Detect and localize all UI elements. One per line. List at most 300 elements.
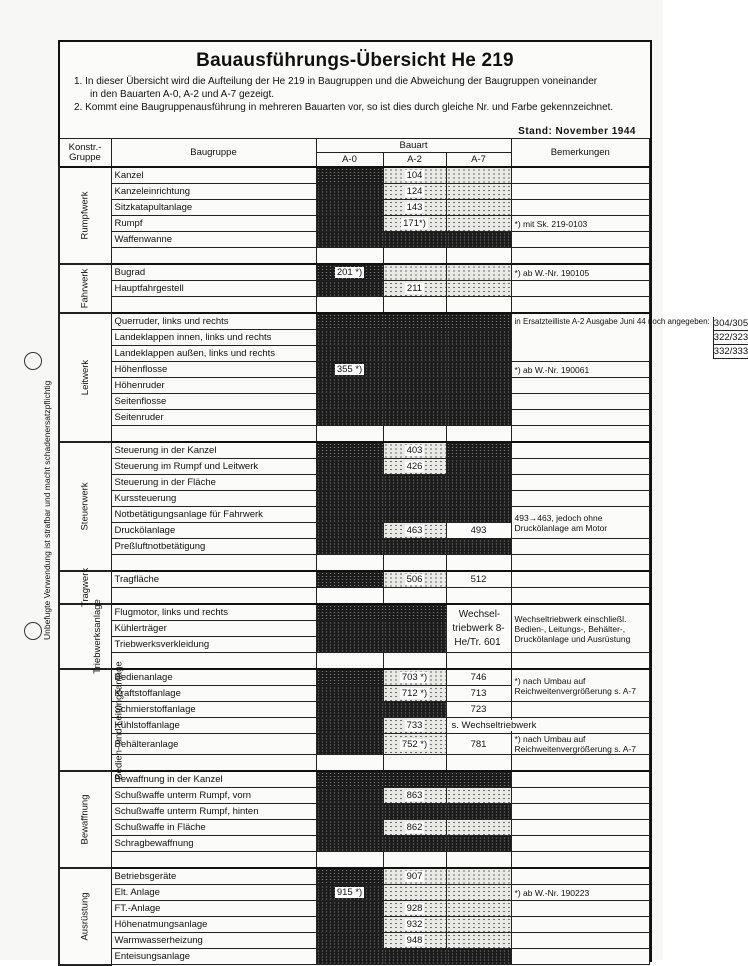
part-number: 746 (470, 672, 487, 683)
bemerkung-cell (511, 459, 649, 475)
bemerkung-cell (511, 539, 649, 555)
baugruppe-cell (111, 555, 316, 572)
bemerkung-cell (511, 820, 649, 836)
konstr-gruppe (59, 868, 111, 965)
part-number: 713 (470, 688, 487, 699)
bemerkung-cell (511, 588, 649, 605)
cell-a2 (383, 588, 446, 605)
bemerkung-cell (511, 410, 649, 426)
table-row (59, 394, 650, 410)
cell-a0 (316, 885, 383, 901)
baugruppe-cell: Höhenatmungsanlage (111, 917, 316, 933)
intro-line: in den Bauarten A-0, A-2 und A-7 gezeigt. (90, 89, 275, 100)
cell-a2 (383, 523, 446, 539)
cell-a7 (446, 804, 511, 820)
cell-a0 (316, 637, 383, 653)
cell-a7 (446, 281, 511, 297)
cell-a2 (383, 702, 446, 718)
cell-a7 (446, 852, 511, 869)
baugruppe-cell: Hauptfahrgestell (111, 281, 316, 297)
cell-a2 (383, 637, 446, 653)
table-row (59, 901, 650, 917)
cell-a2 (383, 820, 446, 836)
part-number: 506 (406, 574, 423, 585)
cell-a7 (446, 653, 511, 670)
baugruppe-cell: Schragbewaffnung (111, 836, 316, 852)
bemerkung-cell (511, 297, 649, 314)
part-number: 928 (406, 903, 423, 914)
baugruppe-cell (111, 588, 316, 605)
gruppe-label: Triebwerksanlage (91, 599, 103, 674)
part-number: 463 (406, 525, 423, 536)
bemerkung-cell (511, 852, 649, 869)
cell-a0 (316, 394, 383, 410)
cell-a0 (316, 804, 383, 820)
table-row (59, 232, 650, 248)
cell-a7 (446, 734, 511, 755)
baugruppe-cell: Kraftstoffanlage (111, 686, 316, 702)
part-number: s. Wechseltriebwerk (451, 720, 537, 731)
baugruppe-cell: Kühlerträger (111, 621, 316, 637)
baugruppe-cell: Steuerung in der Kanzel (111, 442, 316, 459)
cell-a2 (383, 901, 446, 917)
cell-a0 (316, 313, 383, 330)
cell-a2 (383, 669, 446, 686)
cell-a2 (383, 248, 446, 265)
cell-a0 (316, 346, 383, 362)
table-row (59, 653, 650, 670)
cell-a0 (316, 330, 383, 346)
part-number: 512 (470, 574, 487, 585)
cell-a0 (316, 426, 383, 443)
baugruppe-cell: FT.-Anlage (111, 901, 316, 917)
part-number: 733 (406, 720, 423, 731)
cell-a0 (316, 588, 383, 605)
cell-a7 (446, 426, 511, 443)
baugruppe-cell: Behälteranlage (111, 734, 316, 755)
table-row (59, 281, 650, 297)
cell-a7 (446, 588, 511, 605)
gruppe-label: Bewaffnung (79, 794, 91, 845)
cell-a7 (446, 933, 511, 949)
baugruppe-cell: Waffenwanne (111, 232, 316, 248)
page-title: Bauausführungs-Übersicht He 219 (196, 50, 514, 71)
konstr-gruppe (59, 567, 111, 608)
cell-a7 (446, 232, 511, 248)
bemerkung-cell (511, 804, 649, 820)
cell-a0 (316, 788, 383, 804)
header-a7: A-7 (446, 153, 511, 168)
part-number: 211 (406, 283, 423, 294)
baugruppe-cell: Querruder, links und rechts (111, 313, 316, 330)
cell-a2 (383, 836, 446, 852)
table-row (59, 788, 650, 804)
header-baugruppe: Baugruppe (111, 139, 316, 168)
cell-a2 (383, 804, 446, 820)
intro-line: 2. Kommt eine Baugruppenausführung in mehreren Bauarten vor, so ist dies durch gleiche Nr. und Farbe gekennzeichnet. (74, 102, 614, 113)
cell-a0 (316, 949, 383, 965)
cell-a7 (446, 917, 511, 933)
konstr-gruppe (59, 264, 111, 313)
part-number: 781 (470, 738, 487, 750)
cell-a0 (316, 653, 383, 670)
gruppe-label: Steuerwerk (79, 482, 91, 531)
cell-a0 (316, 771, 383, 788)
cell-a0 (316, 281, 383, 297)
table-row (59, 297, 650, 314)
header-bauart: Bauart (316, 139, 511, 153)
bemerkung-cell (511, 426, 649, 443)
stamp-seal-icon (24, 352, 42, 370)
cell-a7 (446, 604, 511, 653)
bemerkung-cell (511, 184, 649, 200)
table-row (59, 718, 650, 734)
cell-a2 (383, 232, 446, 248)
cell-a7 (446, 539, 511, 555)
cell-a2 (383, 852, 446, 869)
table-row (59, 604, 650, 621)
cell-a0 (316, 232, 383, 248)
cell-a0 (316, 669, 383, 686)
cell-a7 (446, 901, 511, 917)
baugruppe-cell: Kühlstoffanlage (111, 718, 316, 734)
cell-a0 (316, 410, 383, 426)
table-row (59, 167, 650, 184)
baugruppe-cell: Höhenruder (111, 378, 316, 394)
part-number: 403 (406, 445, 423, 456)
table-row (59, 571, 650, 588)
cell-a2 (383, 216, 446, 232)
gruppe-label: Tragwerk (79, 567, 91, 608)
cell-a7 (446, 949, 511, 965)
ersatzteil-text: in Ersatzteilliste A-2 Ausgabe Juni 44 noch angegeben: (515, 317, 714, 359)
table-row (59, 459, 650, 475)
bemerkung-cell (511, 248, 649, 265)
cell-a7 (446, 442, 511, 459)
table-row (59, 702, 650, 718)
cell-a0 (316, 248, 383, 265)
gruppe-label: Leitwerk (79, 359, 91, 396)
cell-a2 (383, 378, 446, 394)
konstr-gruppe (59, 660, 125, 780)
cell-a2 (383, 442, 446, 459)
baugruppe-cell: Flugmotor, links und rechts (111, 604, 316, 621)
table-row (59, 868, 650, 885)
cell-a7 (446, 410, 511, 426)
table-row (59, 804, 650, 820)
cell-a7 (446, 200, 511, 216)
table-row (59, 426, 650, 443)
bemerkung-cell (511, 555, 649, 572)
cell-a7 (446, 378, 511, 394)
gruppe-label: Fahrwerk (79, 268, 91, 309)
part-number: 493 (470, 525, 487, 536)
table-row (59, 949, 650, 965)
cell-a7 (446, 885, 511, 901)
bemerkung-cell (511, 788, 649, 804)
cell-a2 (383, 771, 446, 788)
cell-a7 (446, 686, 511, 702)
baugruppe-cell (111, 248, 316, 265)
bemerkung-cell: *) ab W.-Nr. 190105 (511, 264, 649, 281)
cell-a0 (316, 571, 383, 588)
baugruppe-cell: Seitenruder (111, 410, 316, 426)
cell-a0 (316, 621, 383, 637)
bemerkung-cell (511, 771, 649, 788)
cell-a2 (383, 507, 446, 523)
bemerkung-cell (511, 378, 649, 394)
baugruppe-cell: Kanzel (111, 167, 316, 184)
part-number: 171*) (403, 218, 426, 229)
cell-a7 (446, 788, 511, 804)
baugruppe-cell: Elt. Anlage (111, 885, 316, 901)
part-number: 862 (406, 822, 423, 833)
part-number: 104 (406, 170, 423, 181)
cell-a0 (316, 539, 383, 555)
cell-a7 (446, 523, 511, 539)
cell-a2 (383, 297, 446, 314)
cell-a7 (446, 313, 511, 330)
cell-a7 (446, 264, 511, 281)
bemerkung-cell (511, 313, 748, 362)
cell-a2 (383, 539, 446, 555)
cell-a2 (383, 621, 446, 637)
header-a2: A-2 (383, 153, 446, 168)
table-row (59, 588, 650, 605)
bemerkung-cell (511, 949, 649, 965)
part-number: 201 *) (336, 267, 363, 278)
cell-a2 (383, 410, 446, 426)
cell-a0 (316, 555, 383, 572)
table-row (59, 264, 650, 281)
cell-a7 (446, 868, 511, 885)
baugruppe-cell (111, 852, 316, 869)
konstr-gruppe (59, 167, 111, 264)
bemerkung-cell (511, 933, 649, 949)
baugruppe-cell: Druckölanlage (111, 523, 316, 539)
bemerkung-cell (511, 281, 649, 297)
bemerkung-cell: *) nach Umbau auf Reichweitenvergrößerung s. A-7 (511, 669, 649, 702)
cell-a0 (316, 200, 383, 216)
part-number: 907 (406, 871, 423, 882)
bemerkung-cell (511, 702, 649, 718)
baugruppe-cell: Kurssteuerung (111, 491, 316, 507)
cell-a2 (383, 167, 446, 184)
cell-a0 (316, 917, 383, 933)
cell-a7 (446, 297, 511, 314)
bemerkung-cell (511, 200, 649, 216)
cell-a2 (383, 281, 446, 297)
ersatzteil-number: 332/333 (713, 345, 748, 357)
baugruppe-cell (111, 426, 316, 443)
baugruppe-cell: Bewaffnung in der Kanzel (111, 771, 316, 788)
cell-a2 (383, 653, 446, 670)
bemerkung-cell (511, 868, 649, 885)
part-number: 752 *) (401, 738, 428, 750)
cell-a7 (446, 555, 511, 572)
baugruppe-cell: Landeklappen außen, links und rechts (111, 346, 316, 362)
cell-a0 (316, 475, 383, 491)
bemerkung-cell (511, 755, 649, 772)
table-row (59, 933, 650, 949)
header-a0: A-0 (316, 153, 383, 168)
baugruppe-cell: Schußwaffe unterm Rumpf, hinten (111, 804, 316, 820)
baugruppe-cell: Bedienanlage (111, 669, 316, 686)
gruppe-label: Bedien- und Leitungsanlage (113, 660, 125, 780)
cell-a0 (316, 264, 383, 281)
baugruppe-cell: Tragfläche (111, 571, 316, 588)
cell-a7 (446, 755, 511, 772)
baugruppe-cell: Enteisungsanlage (111, 949, 316, 965)
cell-a2 (383, 604, 446, 621)
part-number: 723 (470, 704, 487, 715)
cell-a2 (383, 475, 446, 491)
baugruppe-cell: Schmierstoffanlage (111, 702, 316, 718)
bemerkung-cell (511, 232, 649, 248)
cell-a7 (446, 669, 511, 686)
baugruppe-cell: Warmwasserheizung (111, 933, 316, 949)
cell-a2 (383, 755, 446, 772)
cell-a0 (316, 362, 383, 378)
part-number: 355 *) (336, 364, 363, 375)
ersatzteil-note (514, 316, 748, 359)
cell-a2 (383, 426, 446, 443)
cell-a0 (316, 491, 383, 507)
cell-a7 (446, 394, 511, 410)
bemerkung-cell (511, 571, 649, 588)
overview-table (58, 138, 748, 966)
bemerkung-cell: *) mit Sk. 219-0103 (511, 216, 649, 232)
table-row (59, 771, 650, 788)
konstr-gruppe (59, 771, 111, 868)
cell-a2 (383, 788, 446, 804)
baugruppe-cell: Steuerung in der Fläche (111, 475, 316, 491)
cell-a0 (316, 378, 383, 394)
table-row (59, 442, 650, 459)
table-row (59, 917, 650, 933)
table-row (59, 755, 650, 772)
table-row (59, 200, 650, 216)
baugruppe-cell (111, 653, 316, 670)
header-bemerkungen: Bemerkungen (511, 139, 649, 168)
cell-a0 (316, 755, 383, 772)
cell-a2 (383, 734, 446, 755)
ersatzteil-number: 322/323 (713, 331, 748, 343)
cell-a0 (316, 901, 383, 917)
cell-a2 (383, 330, 446, 346)
cell-a7 (446, 475, 511, 491)
cell-a7 (446, 507, 511, 523)
cell-a7 (446, 459, 511, 475)
part-number: 124 (406, 186, 423, 197)
table-row (59, 669, 650, 686)
baugruppe-cell: Landeklappen innen, links und rechts (111, 330, 316, 346)
cell-a2 (383, 200, 446, 216)
cell-a7 (446, 571, 511, 588)
bemerkung-cell (511, 917, 649, 933)
cell-a2 (383, 571, 446, 588)
cell-a2 (383, 459, 446, 475)
table-row (59, 885, 650, 901)
intro-line: 1. In dieser Übersicht wird die Aufteilung der He 219 in Baugruppen und die Abweichung der Baugruppen voneinander (74, 76, 598, 87)
table-row (59, 852, 650, 869)
cell-a0 (316, 604, 383, 621)
cell-a7 (446, 184, 511, 200)
cell-a0 (316, 820, 383, 836)
cell-a0 (316, 836, 383, 852)
cell-a0 (316, 718, 383, 734)
cell-a0 (316, 734, 383, 755)
stamp-seal-icon (24, 622, 42, 640)
bemerkung-cell: 493→463, jedoch ohne Druckölanlage am Motor (511, 507, 649, 539)
cell-a7 (446, 330, 511, 346)
cell-a7 (446, 836, 511, 852)
part-number: 712 *) (401, 688, 428, 699)
cell-a2 (383, 555, 446, 572)
konstr-gruppe (59, 313, 111, 442)
bemerkung-cell: *) ab W.-Nr. 190223 (511, 885, 649, 901)
cell-a2 (383, 718, 446, 734)
table-row (59, 216, 650, 232)
baugruppe-cell: Schußwaffe unterm Rumpf, vorn (111, 788, 316, 804)
bemerkung-cell (511, 653, 649, 670)
cell-a0 (316, 686, 383, 702)
konstr-gruppe (59, 599, 111, 674)
part-number: 703 *) (401, 672, 428, 683)
baugruppe-cell: Seitenflosse (111, 394, 316, 410)
bemerkung-cell: *) nach Umbau auf Reichweitenvergrößerung s. A-7 (511, 734, 649, 755)
cell-a2 (383, 346, 446, 362)
part-number: 426 (406, 461, 423, 472)
table-row (59, 555, 650, 572)
ersatzteil-numbers (714, 317, 748, 359)
cell-a0 (316, 167, 383, 184)
cell-a2 (383, 949, 446, 965)
bemerkung-cell (511, 836, 649, 852)
baugruppe-cell: Höhenflosse (111, 362, 316, 378)
table-row (59, 836, 650, 852)
header-gruppe: Konstr.-Gruppe (59, 139, 111, 168)
cell-a0 (316, 442, 383, 459)
bemerkung-cell (511, 475, 649, 491)
table-row (59, 184, 650, 200)
baugruppe-cell: Bugrad (111, 264, 316, 281)
cell-a0 (316, 184, 383, 200)
baugruppe-cell (111, 755, 316, 772)
table-row (59, 507, 650, 523)
cell-a2 (383, 362, 446, 378)
cell-a0 (316, 523, 383, 539)
part-number: 948 (406, 935, 423, 946)
table-row (59, 378, 650, 394)
cell-a0 (316, 868, 383, 885)
part-number: Wechsel-triebwerk 8-He/Tr. 601 (452, 608, 505, 648)
table-row (59, 475, 650, 491)
table-row (59, 410, 650, 426)
cell-a2 (383, 264, 446, 281)
cell-a2 (383, 491, 446, 507)
cell-a7 (446, 216, 511, 232)
part-number: 932 (406, 919, 423, 930)
cell-a0 (316, 459, 383, 475)
stand-date: Stand: November 1944 (518, 126, 636, 137)
cell-a7 (446, 362, 511, 378)
cell-a2 (383, 313, 446, 330)
ersatzteil-number: 304/305 (713, 317, 748, 329)
cell-a2 (383, 686, 446, 702)
table-row (59, 820, 650, 836)
baugruppe-cell: Schußwaffe in Fläche (111, 820, 316, 836)
